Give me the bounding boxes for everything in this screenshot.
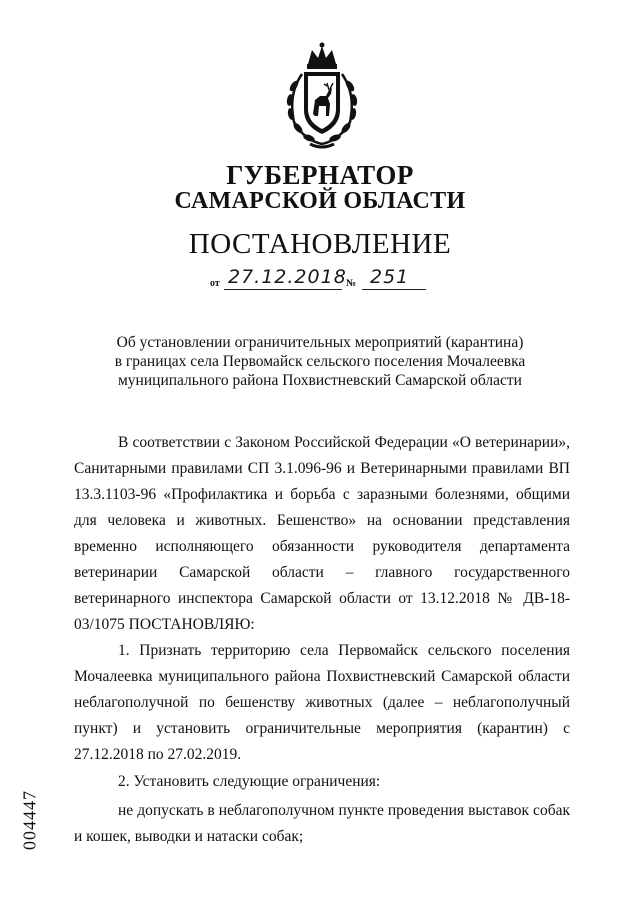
number-label: № — [346, 278, 357, 289]
item2-block — [74, 769, 570, 795]
item1-paragraph: 1. Признать территорию села Первомайск сельского поселения Мочалеевка муниципального района Похвистневский Самарской области неблагополучной по бешенству животных (далее – неблагополучный пункт) и установить ограничительные мероприятия (карантин) с 27.12.2018 по 27.02.2019. — [74, 642, 570, 763]
handwritten-number: 251 — [370, 266, 410, 288]
org-title-line1: ГУБЕРНАТОР — [226, 160, 414, 190]
preamble-block — [74, 430, 570, 638]
margin-serial-number — [18, 775, 42, 865]
subject-line: Об установлении ограничительных мероприятий (карантина) — [116, 334, 524, 351]
item2-text-block — [74, 798, 570, 850]
date-underline — [224, 289, 342, 290]
document-type-heading: ПОСТАНОВЛЕНИЕ — [188, 228, 452, 260]
org-title-line2: САМАРСКОЙ ОБЛАСТИ — [174, 188, 466, 214]
item1-block — [74, 638, 570, 768]
preamble-paragraph: В соответствии с Законом Российской Федерации «О ветеринарии», Санитарными правилами СП 3.1.096-96 и Ветеринарными правилами ВП 13.3.1103-96 «Профилактика и борьба с заразными болезнями, общими для человека и животных. Бешенство» на основании представления временно исполняющего обязанности руководителя департамента ветеринарии Самарской области – главного государственного ветеринарного инспектора Самарской области от 13.12.2018 № ДВ-18-03/1075 ПОСТАНОВЛЯЮ: — [74, 434, 570, 633]
item2-heading: 2. Установить следующие ограничения: — [118, 773, 381, 790]
subject-line: муниципального района Похвистневский Самарской области — [118, 372, 522, 389]
date-from-label: от — [210, 278, 220, 289]
number-underline — [362, 289, 426, 290]
serial-number-text: 004447 — [19, 790, 40, 850]
coat-of-arms-emblem — [274, 40, 370, 152]
date-number-line — [210, 266, 440, 292]
item2-paragraph: не допускать в неблагополучном пункте проведения выставок собак и кошек, выводки и натаски собак; — [74, 802, 570, 845]
document-subject — [80, 333, 560, 390]
handwritten-date: 27.12.2018 — [228, 266, 347, 288]
subject-line: в границах села Первомайск сельского поселения Мочалеевка — [114, 353, 526, 370]
